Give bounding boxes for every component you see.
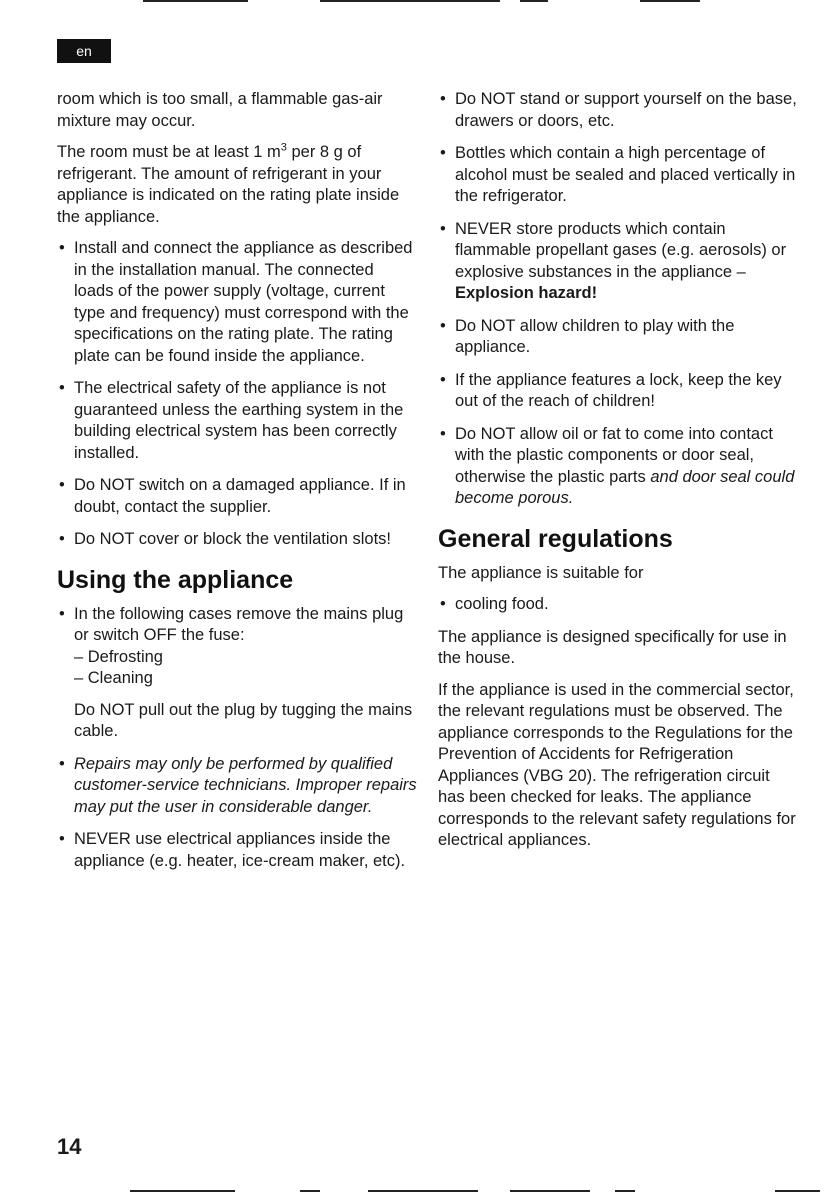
list-item: [57, 829, 417, 872]
bottom-rule-1: [130, 1190, 235, 1192]
bullet-icon: •: [59, 604, 65, 623]
cooling-food: cooling food.: [455, 595, 549, 613]
bullet-icon: •: [440, 316, 446, 335]
bullet-icon: •: [440, 424, 446, 443]
list-item: [438, 316, 800, 359]
bottom-rule-3: [368, 1190, 478, 1192]
section-heading-general: General regulations: [438, 524, 673, 553]
bottom-rule-2: [300, 1190, 320, 1192]
list-item: [57, 604, 417, 743]
list-item: [57, 378, 417, 464]
list-item: [438, 219, 800, 305]
section-heading-using: Using the appliance: [57, 565, 294, 594]
never-electrical-text: NEVER use electrical appliances inside the appliance (e.g. heater, ice-cream maker, etc).: [74, 830, 406, 870]
list-item-text: The electrical safety of the appliance is not guaranteed unless the earthing system in the building electrical system has been correctly installed.: [74, 379, 404, 462]
top-rule-4: [640, 0, 700, 2]
list-item: [57, 238, 417, 367]
bottom-rule-6: [775, 1190, 820, 1192]
list-item-text: Install and connect the appliance as described in the installation manual. The connected loads of the power supply (voltage, current type and frequency) must correspond with the specifications on the rating plate. The rating plate can be found inside the appliance.: [74, 239, 413, 365]
suitable-list: [438, 594, 800, 616]
language-tab: en: [57, 39, 111, 63]
mains-item-cleaning: – Cleaning: [74, 669, 153, 687]
bullet-icon: •: [440, 144, 446, 162]
bullet-icon: •: [59, 476, 65, 494]
intro-paragraph-1: room which is too small, a flammable gas-air mixture may occur.: [57, 90, 383, 130]
bullet-icon: •: [440, 595, 446, 613]
bullet-icon: •: [59, 530, 65, 548]
top-rule-1: [143, 0, 248, 2]
list-item: [438, 424, 800, 510]
list-item-text: Bottles which contain a high percentage of alcohol must be sealed and placed vertically in the refrigerator.: [455, 144, 796, 205]
list-item: [438, 143, 800, 208]
list-item-text: Do NOT stand or support yourself on the base, drawers or doors, etc.: [455, 90, 797, 130]
intro-paragraph-2: [57, 142, 417, 228]
bullet-icon: •: [440, 219, 446, 238]
top-rule-3: [520, 0, 548, 2]
oil-text-italic: and door seal could become porous.: [455, 467, 795, 507]
bullet-icon: •: [59, 239, 65, 257]
list-item-text: If the appliance features a lock, keep the key out of the reach of children!: [455, 370, 782, 410]
mains-intro: In the following cases remove the mains plug or switch OFF the fuse:: [74, 604, 404, 644]
bullet-icon: •: [59, 379, 65, 397]
suitable-for: The appliance is suitable for: [438, 563, 644, 582]
list-item: [438, 594, 800, 616]
repairs-text: Repairs may only be performed by qualified customer-service technicians. Improper repairs may put the user in considerable danger.: [74, 754, 417, 816]
commercial-paragraph: If the appliance is used in the commercial sector, the relevant regulations must be observed. The appliance corresponds to the Regulations for the Prevention of Accidents for Refrigeration Appliances (VBG 20). The refrigeration circuit has been checked for leaks. The appliance corresponds to the relevant safety regulations for electrical appliances.: [438, 680, 796, 849]
page-number: 14: [57, 1134, 82, 1159]
list-item-text: Do NOT switch on a damaged appliance. If in doubt, contact the supplier.: [74, 476, 406, 516]
right-bullet-list: [438, 89, 800, 510]
designed-for-paragraph: The appliance is designed specifically for use in the house.: [438, 627, 787, 667]
top-rule-2: [320, 0, 500, 2]
using-bullet-list: [57, 604, 417, 873]
bullet-icon: •: [59, 754, 65, 773]
list-item: [438, 370, 800, 413]
intro-paragraph-2-end: per 8 g of refrigerant. The amount of refrigerant in your appliance is indicated on the rating plate inside the appliance.: [57, 143, 400, 226]
safety-bullet-list: [57, 238, 417, 551]
list-item: [57, 754, 417, 819]
explosion-hazard-warning: Explosion hazard!: [455, 284, 598, 302]
bottom-rule-4: [510, 1190, 590, 1192]
intro-paragraph-2-start: The room must be at least 1 m: [57, 143, 281, 161]
list-item-text: Do NOT allow children to play with the appliance.: [455, 316, 735, 356]
cubic-superscript: 3: [280, 141, 287, 154]
bottom-rule-5: [615, 1190, 635, 1192]
list-item: [438, 89, 800, 132]
list-item: [57, 529, 417, 551]
left-column: [57, 89, 417, 883]
bullet-icon: •: [440, 370, 446, 389]
bullet-icon: •: [59, 830, 65, 848]
never-store-text: NEVER store products which contain flammable propellant gases (e.g. aerosols) or explosive substances in the appliance –: [455, 219, 787, 281]
list-item: [57, 475, 417, 518]
list-item-text: Do NOT cover or block the ventilation slots!: [74, 530, 391, 548]
mains-note: Do NOT pull out the plug by tugging the mains cable.: [74, 700, 413, 740]
right-column: [438, 89, 800, 862]
bullet-icon: •: [440, 90, 446, 108]
mains-item-defrosting: – Defrosting: [74, 647, 163, 666]
oil-text: Do NOT allow oil or fat to come into contact with the plastic components or door seal, otherwise the plastic parts: [455, 424, 773, 486]
